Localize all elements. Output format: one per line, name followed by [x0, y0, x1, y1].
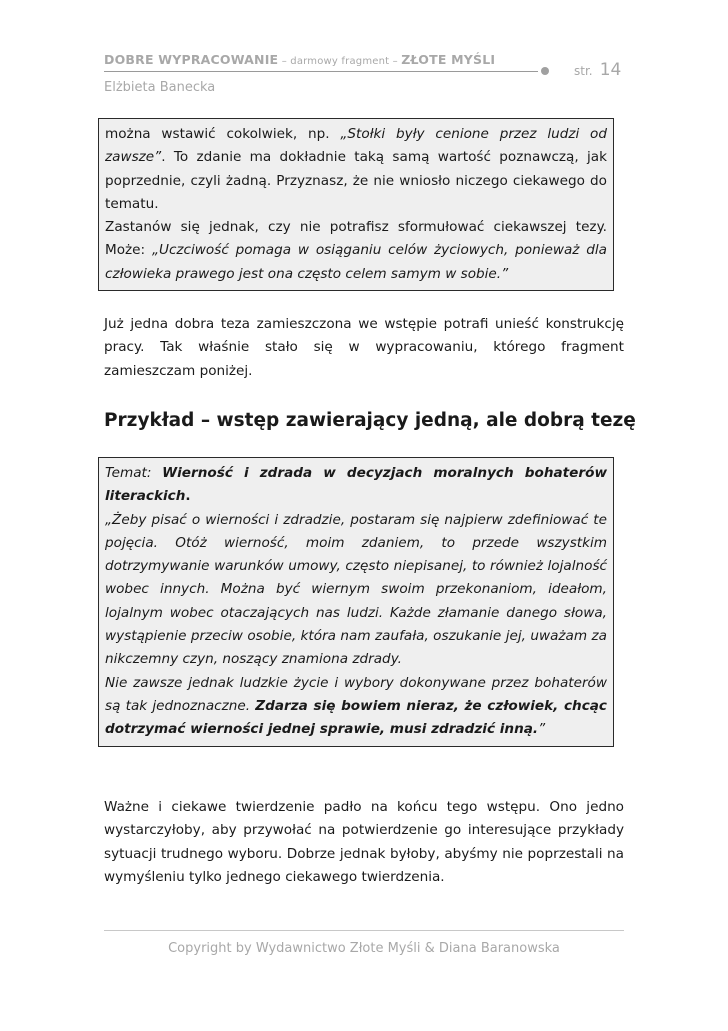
box2-quote: „Żeby pisać o wierności i zdradzie, postaram się najpierw zdefiniować te pojęcia. Otóż wierność, moim zdaniem, to przede wszystkim dotrzymywanie warunków umowy, często niepisanej, to również lojalność wobec innych. Można być wiernym swoim przekonaniom, ideałom, lojalnym wobec otaczających nas ludzi. Każde złamanie danego słowa, wystąpienie przeciw osobie, która nam zaufała, oszukanie jej, uważam za nikczemny czyn, noszący znamiona zdrady.	[105, 511, 607, 668]
box2-topic	[105, 462, 607, 509]
header-bullet-icon	[541, 67, 549, 75]
box2-thesis: Zdarza się bowiem nieraz, że człowiek, chcąc dotrzymać wierności jednej sprawie, musi zdradzić inną.	[105, 697, 607, 738]
header-publisher: ZŁOTE MYŚLI	[401, 52, 496, 67]
box2-paragraph-2	[105, 672, 607, 742]
header-fragment-label: darmowy fragment	[290, 56, 390, 67]
box1-quote: „Uczciwość pomaga w osiąganiu celów życiowych, ponieważ dla człowieka prawego jest ona często celem samym w sobie.”	[105, 242, 607, 282]
example-box-1	[98, 118, 614, 291]
box1-paragraph-1	[105, 123, 607, 216]
section-heading: Przykład – wstęp zawierający jedną, ale dobrą tezę	[104, 410, 636, 431]
header-separator: –	[389, 56, 402, 67]
paragraph-text: Już jedna dobra teza zamieszczona we wstępie potrafi unieść konstrukcję pracy. Tak właśnie stało się w wypracowaniu, którego fragment zamieszczam poniżej.	[104, 316, 624, 379]
header-separator: –	[278, 56, 291, 67]
paragraph-text: Ważne i ciekawe twierdzenie padło na końcu tego wstępu. Ono jedno wystarczyłoby, aby przywołać na potwierdzenie go interesujące przykłady sytuacji trudnego wyboru. Dobrze jednak byłoby, abyśmy nie poprzestali na wymyśleniu tylko jednego ciekawego twierdzenia.	[104, 799, 624, 885]
page-label: str.	[574, 64, 593, 78]
page-number: 14	[599, 60, 622, 80]
footer-rule	[104, 930, 624, 931]
page-footer: Copyright by Wydawnictwo Złote Myśli & Diana Baranowska	[168, 941, 560, 956]
box2-quote: Nie zawsze jednak ludzkie życie i wybory dokonywane przez bohaterów są tak jednoznaczne.	[105, 674, 607, 714]
header-author: Elżbieta Banecka	[104, 80, 216, 95]
topic-label: Temat:	[105, 465, 163, 481]
body-paragraph-1	[104, 313, 624, 383]
box1-text: . To zdanie ma dokładnie taką samą wartość poznawczą, jak poprzednie, czyli żadną. Przyznasz, że nie wniosło niczego ciekawego do tematu.	[105, 149, 607, 212]
header-title	[104, 52, 495, 67]
body-paragraph-2	[104, 796, 624, 889]
header-rule	[104, 71, 538, 72]
example-box-2	[98, 457, 614, 747]
box2-quote-end: ”	[538, 721, 546, 738]
box1-paragraph-2	[105, 216, 607, 286]
header-title-main: DOBRE WYPRACOWANIE	[104, 52, 279, 67]
box1-text: Zastanów się jednak, czy nie potrafisz sformułować ciekawszej tezy. Może:	[105, 219, 607, 259]
page-indicator	[574, 60, 621, 80]
topic-end: .	[185, 488, 191, 505]
box1-quote: „Stołki były cenione przez ludzi od zawsze”	[105, 126, 607, 166]
box2-paragraph-1	[105, 509, 607, 672]
box1-text: można wstawić cokolwiek, np.	[105, 126, 341, 142]
topic-title: Wierność i zdrada w decyzjach moralnych bohaterów literackich	[105, 465, 607, 505]
